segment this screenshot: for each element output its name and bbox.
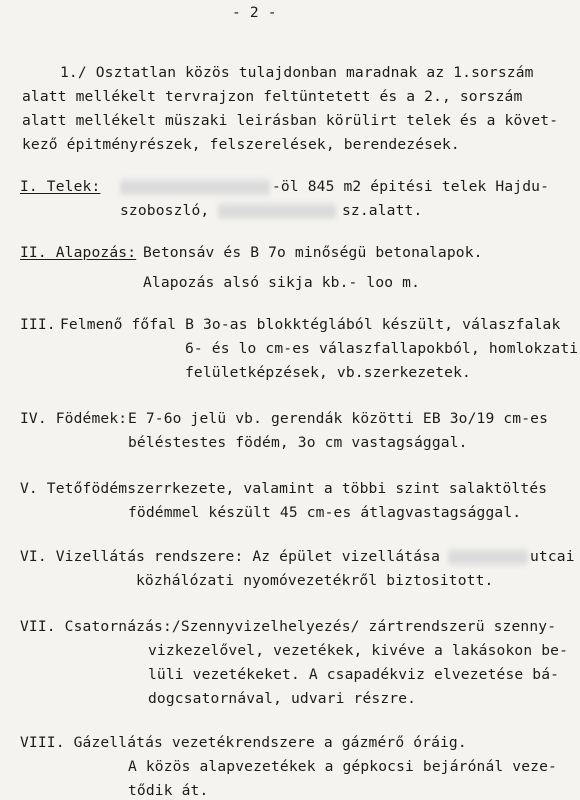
section-text: közhálózati nyomóvezetékről biztositott. [136, 572, 494, 589]
section-text: VI. Vizellátás rendszere: Az épület vizellátása [20, 548, 441, 565]
section-text: utcai [530, 548, 575, 565]
section-text: V. Tetőfödémszerrkezete, valamint a többi szint salaktöltés [20, 480, 548, 497]
section-heading: I. Telek: [20, 178, 101, 195]
section-text: VIII. Gázellátás vezetékrendszere a gázmérő óráig. [20, 734, 467, 751]
redacted-text [448, 548, 528, 566]
section-text: A közös alapvezetékek a gépkocsi bejárónál veze- [128, 758, 557, 775]
section-text: födémmel készült 45 cm-es átlagvastagsággal. [128, 504, 522, 521]
section-text: Alapozás alsó sikja kb.- loo m. [143, 274, 421, 291]
section-text: dogcsatornával, udvari részre. [148, 690, 417, 707]
page-number: - 2 - [232, 4, 277, 21]
intro-line-3: alatt mellékelt müszaki leirásban körülirt telek és a követ- [22, 112, 559, 129]
intro-line-2: alatt mellékelt tervrajzon feltüntetett és a 2., sorszám [22, 88, 523, 105]
intro-line-1: 1./ Osztatlan közös tulajdonban maradnak az 1.sorszám [60, 64, 534, 81]
section-text: szoboszló, [120, 202, 210, 219]
section-heading: III. [20, 316, 56, 333]
section-text: sz.alatt. [342, 202, 423, 219]
section-text: VII. Csatornázás:/Szennyvizelhelyezés/ zártrendszerü szenny- [20, 618, 557, 635]
section-heading: II. Alapozás: [20, 244, 137, 261]
section-text: lüli vezetékeket. A csapadékviz elvezetése bá- [148, 666, 560, 683]
section-text: vizkezelővel, vezetékek, kivéve a lakásokon be- [148, 642, 569, 659]
section-text: -öl 845 m2 épitési telek Hajdu- [272, 178, 550, 195]
section-text: Betonsáv és B 7o minőségü betonalapok. [143, 244, 483, 261]
section-heading: IV. Födémek: [20, 410, 128, 427]
section-text: Felmenő főfal B 3o-as blokktéglából készült, válaszfalak [60, 316, 561, 333]
section-text: felületképzések, vb.szerkezetek. [185, 364, 471, 381]
section-text: 6- és lo cm-es válaszfallapokból, homlokzati [185, 340, 579, 357]
section-text: E 7-6o jelü vb. gerendák közötti EB 3o/19 cm-es [128, 410, 549, 427]
section-text: tődik át. [128, 782, 209, 799]
section-text: béléstestes födém, 3o cm vastagsággal. [128, 434, 468, 451]
redacted-text [120, 178, 270, 196]
intro-line-4: kező épitményrészek, felszerelések, berendezések. [22, 136, 460, 153]
redacted-text [218, 202, 336, 220]
